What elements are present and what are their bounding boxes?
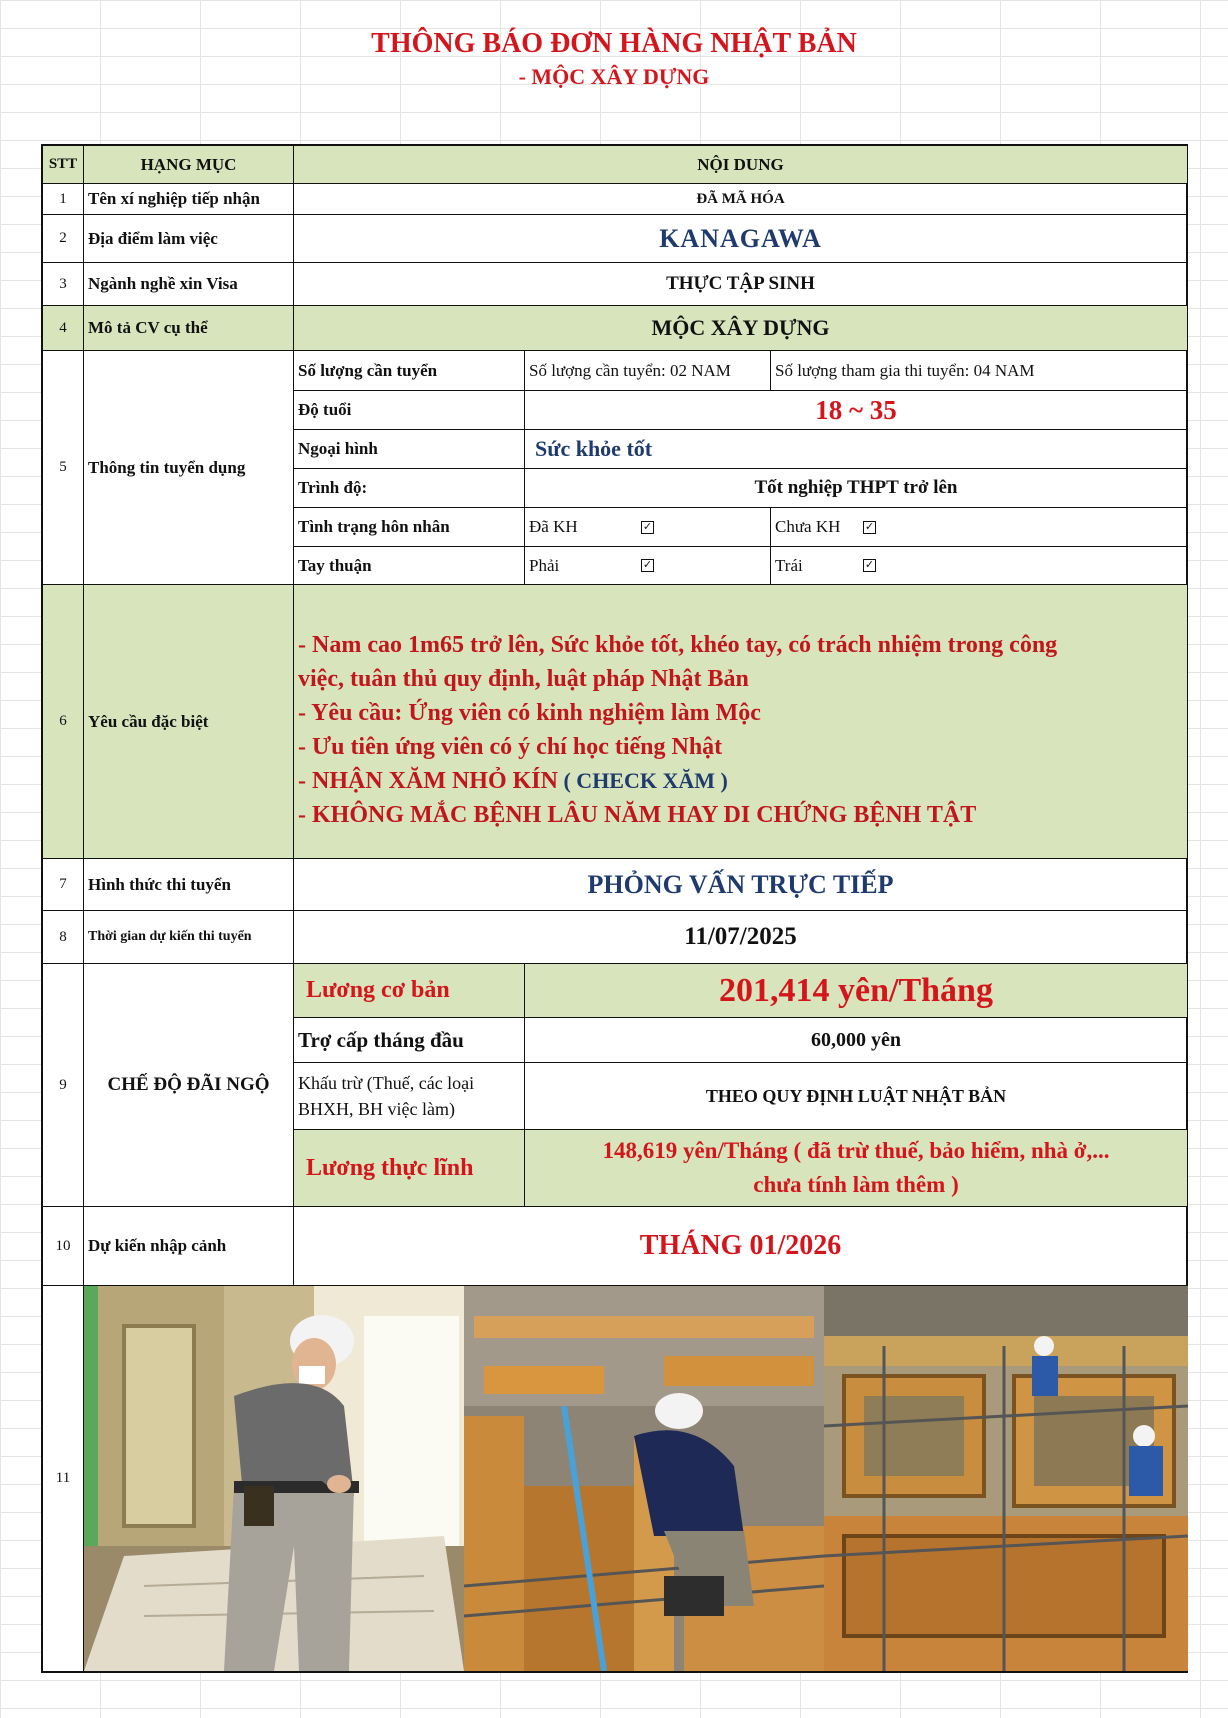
row-10-stt: 10 <box>43 1207 84 1286</box>
so-luong-thi-tuyen: Số lượng tham gia thi tuyển: 04 NAM <box>771 351 1188 391</box>
row-4-label: Mô tả CV cụ thể <box>84 306 294 351</box>
luong-co-ban-value: 201,414 yên/Tháng <box>525 964 1188 1018</box>
ngoai-hinh-value: Sức khỏe tốt <box>525 430 1188 469</box>
tay-thuan-option-a <box>525 547 771 585</box>
requirement-tattoo-text: - NHẬN XĂM NHỎ KÍN <box>298 767 558 794</box>
hon-nhan-b-label: Chưa KH <box>775 517 841 536</box>
row-2-stt: 2 <box>43 215 84 263</box>
row-1-stt: 1 <box>43 184 84 215</box>
row-3-label: Ngành nghề xin Visa <box>84 263 294 306</box>
requirement-line: - Nam cao 1m65 trở lên, Sức khỏe tốt, khéo tay, có trách nhiệm trong công <box>298 631 1058 658</box>
requirement-line: - Yêu cầu: Ứng viên có kinh nghiệm làm Mộc <box>298 699 761 726</box>
row-4-value: MỘC XÂY DỰNG <box>294 306 1188 351</box>
row-8-label: Thời gian dự kiến thi tuyển <box>84 911 294 964</box>
row-2-value: KANAGAWA <box>294 215 1188 263</box>
checkbox-trai[interactable]: ✓ <box>864 559 875 571</box>
luong-thuc-linh-value <box>525 1130 1188 1207</box>
row-8-stt: 8 <box>43 911 84 964</box>
order-table <box>41 144 1188 1673</box>
tay-thuan-b-label: Trái <box>775 555 803 575</box>
khau-tru-label-line-2: BHXH, BH việc làm) <box>298 1099 455 1119</box>
tay-thuan-option-b <box>771 547 1188 585</box>
trinh-do-value: Tốt nghiệp THPT trở lên <box>525 469 1188 508</box>
row-9-label: CHẾ ĐỘ ĐÃI NGỘ <box>84 964 294 1207</box>
row-9-stt: 9 <box>43 964 84 1207</box>
header-stt: STT <box>43 146 84 184</box>
row-7-value: PHỎNG VẤN TRỰC TIẾP <box>294 859 1188 911</box>
tay-thuan-a-label: Phải <box>529 555 560 575</box>
hon-nhan-option-b <box>771 508 1188 547</box>
luong-thuc-linh-line-2: chưa tính làm thêm ) <box>753 1172 959 1197</box>
trinh-do-label: Trình độ: <box>294 469 525 508</box>
page-title: THÔNG BÁO ĐƠN HÀNG NHẬT BẢN <box>371 28 857 59</box>
hon-nhan-option-a <box>525 508 771 547</box>
row-7-stt: 7 <box>43 859 84 911</box>
luong-thuc-linh-line-1: 148,619 yên/Tháng ( đã trừ thuế, bảo hiểm, nhà ở,... <box>602 1138 1110 1163</box>
checkbox-chua-kh[interactable]: ✓ <box>864 520 875 533</box>
requirement-line-tattoo <box>298 764 728 798</box>
row-10-value: THÁNG 01/2026 <box>294 1207 1188 1286</box>
row-3-value: THỰC TẬP SINH <box>294 263 1188 306</box>
do-tuoi-value: 18 ~ 35 <box>525 391 1188 430</box>
row-8-value: 11/07/2025 <box>294 911 1188 964</box>
row-7-label: Hình thức thi tuyển <box>84 859 294 911</box>
khau-tru-label-line-1: Khấu trừ (Thuế, các loại <box>298 1073 475 1093</box>
checkbox-da-kh[interactable]: ✓ <box>642 520 653 533</box>
row-4-stt: 4 <box>43 306 84 351</box>
tay-thuan-label: Tay thuận <box>294 547 525 585</box>
special-requirements <box>294 585 1188 859</box>
photo-strip <box>84 1286 1188 1671</box>
header-noi-dung: NỘI DUNG <box>294 146 1188 184</box>
requirement-line: việc, tuân thủ quy định, luật pháp Nhật Bản <box>298 665 749 692</box>
check-tattoo-note: ( CHECK XĂM ) <box>557 767 728 793</box>
row-1-label: Tên xí nghiệp tiếp nhận <box>84 184 294 215</box>
row-5-stt: 5 <box>43 351 84 585</box>
khau-tru-label <box>294 1063 525 1130</box>
requirement-line: - Ưu tiên ứng viên có ý chí học tiếng Nhật <box>298 733 723 760</box>
header-hang-muc: HẠNG MỤC <box>84 146 294 184</box>
checkbox-phai[interactable]: ✓ <box>642 559 653 571</box>
carpenter-photo <box>84 1286 464 1671</box>
so-luong-can-tuyen: Số lượng cần tuyển: 02 NAM <box>525 351 771 391</box>
row-2-label: Địa điểm làm việc <box>84 215 294 263</box>
formwork-photo-2 <box>824 1286 1188 1671</box>
tro-cap-label: Trợ cấp tháng đầu <box>294 1018 525 1063</box>
hon-nhan-label: Tình trạng hôn nhân <box>294 508 525 547</box>
luong-co-ban-label: Lương cơ bản <box>294 964 525 1018</box>
hon-nhan-a-label: Đã KH <box>529 517 578 536</box>
formwork-photo-1 <box>464 1286 824 1671</box>
row-11-stt: 11 <box>43 1286 84 1671</box>
row-10-label: Dự kiến nhập cảnh <box>84 1207 294 1286</box>
khau-tru-value: THEO QUY ĐỊNH LUẬT NHẬT BẢN <box>525 1063 1188 1130</box>
row-3-stt: 3 <box>43 263 84 306</box>
row-1-value: ĐÃ MÃ HÓA <box>294 184 1188 215</box>
row-5-label: Thông tin tuyển dụng <box>84 351 294 585</box>
so-luong-label: Số lượng cần tuyển <box>294 351 525 391</box>
row-6-label: Yêu cầu đặc biệt <box>84 585 294 859</box>
requirement-line: - KHÔNG MẮC BỆNH LÂU NĂM HAY DI CHỨNG BỆNH TẬT <box>298 801 977 828</box>
row-6-stt: 6 <box>43 585 84 859</box>
luong-thuc-linh-label: Lương thực lĩnh <box>294 1130 525 1207</box>
do-tuoi-label: Độ tuổi <box>294 391 525 430</box>
tro-cap-value: 60,000 yên <box>525 1018 1188 1063</box>
page-subtitle: - MỘC XÂY DỰNG <box>518 64 710 89</box>
ngoai-hinh-label: Ngoại hình <box>294 430 525 469</box>
